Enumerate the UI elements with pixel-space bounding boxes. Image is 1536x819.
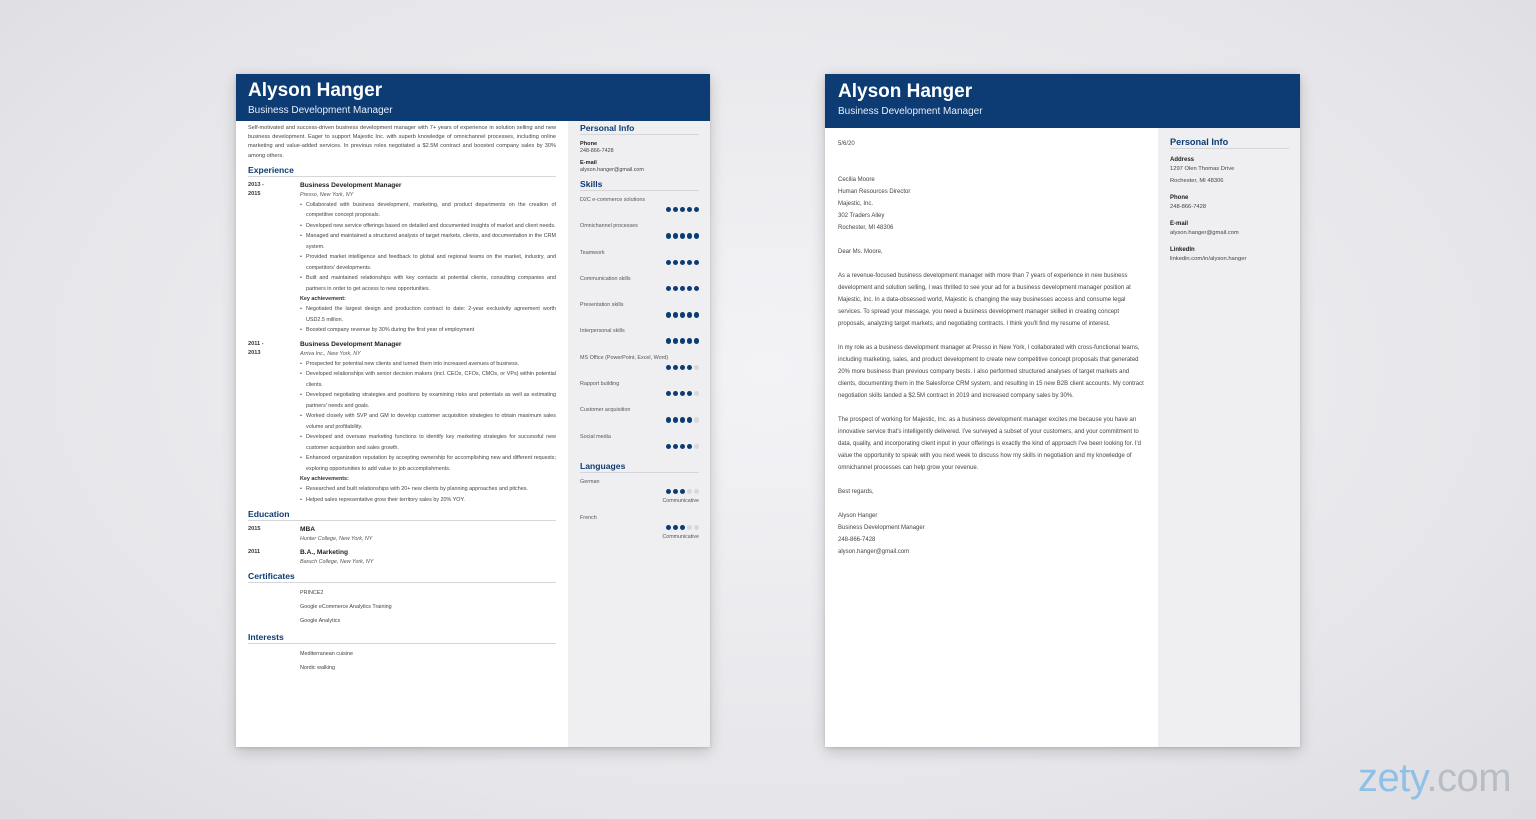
language-item: [580, 512, 699, 548]
rating-dot: [680, 391, 685, 396]
rating-dot: [673, 207, 678, 212]
education-degree: B.A., Marketing: [300, 549, 348, 557]
signature-block: [838, 510, 1146, 558]
education-entry: [248, 548, 556, 567]
rating-dot: [680, 233, 685, 238]
rating-dot: [680, 365, 685, 370]
salutation: Dear Ms. Moore,: [838, 249, 883, 255]
job-bullet: • Provided market intelligence and feedback to global and regional teams on the market, industry, and competitors' developments.: [300, 252, 556, 273]
skill-item: [580, 404, 699, 430]
experience-heading: Experience: [248, 165, 556, 177]
rating-dot: [687, 312, 692, 317]
skill-name: Teamwork: [580, 249, 605, 256]
rating-dot: [694, 338, 699, 343]
rating-dot: [680, 338, 685, 343]
letter-paragraph: In my role as a business development manager at Presso in New York, I collaborated with cross-functional teams, including marketing, sales, and product development to create new competitive concept proposals that generated 20% more business than previous company bests. I also performed structured analyses of target markets and clients, documenting them in the Salesforce CRM system, and resulting in 15 new B2B client accounts. My contract negotiation skills landed a $2.5M contract in 2019 and increased company sales by 30%.: [838, 345, 1144, 399]
job-title: Business Development Manager: [300, 181, 402, 189]
skill-rating: [666, 260, 699, 265]
phone-value: 248-866-7428: [580, 148, 614, 154]
rating-dot: [680, 417, 685, 422]
skill-item: [580, 325, 699, 351]
rating-dot: [687, 525, 692, 530]
skill-rating: [666, 338, 699, 343]
job-bullet: • Developed new service offerings based on detailed and documented insights of market and client needs.: [300, 221, 556, 232]
rating-dot: [673, 312, 678, 317]
education-list: [248, 525, 556, 567]
education-year: 2011: [248, 549, 261, 556]
rating-dot: [694, 365, 699, 370]
rating-dot: [687, 417, 692, 422]
recipient-line: 302 Traders Alley: [838, 213, 885, 219]
skill-item: [580, 299, 699, 325]
language-rating: [666, 525, 699, 530]
language-name: German: [580, 478, 600, 485]
recipient-block: [838, 174, 1146, 234]
recipient-line: Majestic, Inc.: [838, 201, 874, 207]
rating-dot: [673, 391, 678, 396]
skills-list: [580, 194, 699, 457]
job-bullet: • Prospected for potential new clients and turned them into increased avenues of business.: [300, 359, 556, 370]
rating-dot: [680, 525, 685, 530]
job-bullet: • Developed and oversaw marketing functions to identify key marketing strategies for successful new customer acquisition and sales growth.: [300, 432, 556, 453]
rating-dot: [666, 233, 671, 238]
language-level: Communicative: [662, 533, 699, 540]
rating-dot: [687, 365, 692, 370]
education-body: [300, 548, 556, 567]
key-achievement-label: Key achievements:: [300, 476, 349, 483]
job-bullet: • Developed relationships with senior decision makers (incl. CEOs, CFOs, CMOs, or VPs) within potential clients.: [300, 369, 556, 390]
resume-job-title: Business Development Manager: [248, 105, 393, 116]
rating-dot: [666, 365, 671, 370]
education-body: [300, 525, 556, 544]
recipient-line: Human Resources Director: [838, 189, 911, 195]
resume-sidebar: [568, 121, 710, 747]
rating-dot: [673, 365, 678, 370]
skill-item: [580, 194, 699, 220]
rating-dot: [680, 207, 685, 212]
education-heading: Education: [248, 509, 556, 521]
skill-rating: [666, 391, 699, 396]
skill-item: [580, 352, 699, 378]
signature-line: alyson.hanger@gmail.com: [838, 549, 910, 555]
rating-dot: [694, 312, 699, 317]
rating-dot: [673, 338, 678, 343]
skills-heading: Skills: [580, 179, 699, 191]
certificate-item: Google eCommerce Analytics Training: [300, 604, 392, 611]
skill-name: Omnichannel processes: [580, 223, 638, 230]
job-bullet: • Managed and maintained a structured analysis of target markets, clients, and documentation in the CRM system.: [300, 231, 556, 252]
rating-dot: [673, 286, 678, 291]
rating-dot: [666, 489, 671, 494]
job-bullet: • Worked closely with SVP and GM to develop customer acquisition strategies to obtain maximum sales volume and profitability.: [300, 411, 556, 432]
skill-name: Customer acquisition: [580, 407, 631, 414]
address-line-1: 1297 Olen Thomas Drive: [1170, 166, 1235, 172]
rating-dot: [666, 286, 671, 291]
job-bullet: • Enhanced organization reputation by accepting ownership for accomplishing new and different requests; exploring opportunities to add value to job accomplishments.: [300, 453, 556, 474]
rating-dot: [680, 489, 685, 494]
job-company: Presso, New York, NY: [300, 191, 354, 198]
rating-dot: [687, 489, 692, 494]
job-bullet: • Built and maintained relationships with key contacts at potential clients, consulting companies and partners in order to get access to new opportunities.: [300, 273, 556, 294]
language-name: French: [580, 514, 597, 521]
skill-name: Interpersonal skills: [580, 328, 625, 335]
rating-dot: [694, 233, 699, 238]
recipient-line: Cecilia Moore: [838, 177, 875, 183]
skill-name: Social media: [580, 433, 611, 440]
linkedin-label: LinkedIn: [1170, 247, 1195, 253]
rating-dot: [673, 525, 678, 530]
rating-dot: [666, 312, 671, 317]
phone-label: Phone: [580, 141, 598, 147]
address-label: Address: [1170, 157, 1195, 163]
skill-item: [580, 431, 699, 457]
rating-dot: [680, 444, 685, 449]
skill-item: [580, 273, 699, 299]
email-value: alyson.hanger@gmail.com: [580, 167, 644, 173]
logo-tld: .com: [1426, 756, 1512, 800]
skill-item: [580, 247, 699, 273]
job-title: Business Development Manager: [300, 340, 402, 348]
rating-dot: [673, 444, 678, 449]
skill-rating: [666, 233, 699, 238]
letter-date: 5/6/20: [838, 141, 855, 147]
cover-sidebar: [1158, 128, 1300, 747]
rating-dot: [687, 391, 692, 396]
skill-name: Communication skills: [580, 275, 631, 282]
education-school: Baruch College, New York, NY: [300, 559, 374, 566]
interest-item: Mediterranean cuisine: [300, 651, 354, 658]
job-entry: [248, 340, 556, 506]
cover-phone-label: Phone: [1170, 195, 1189, 201]
education-entry: [248, 525, 556, 544]
skill-rating: [666, 207, 699, 212]
email-label: E-mail: [580, 160, 597, 166]
rating-dot: [673, 260, 678, 265]
rating-dot: [666, 338, 671, 343]
signature-line: Alyson Hanger: [838, 513, 878, 519]
rating-dot: [694, 525, 699, 530]
letter-paragraphs: [838, 270, 1146, 474]
rating-dot: [666, 444, 671, 449]
rating-dot: [680, 312, 685, 317]
skill-rating: [666, 444, 699, 449]
rating-dot: [673, 233, 678, 238]
rating-dot: [694, 444, 699, 449]
job-body: [300, 340, 556, 506]
key-achievement-label: Key achievement:: [300, 296, 346, 303]
rating-dot: [666, 207, 671, 212]
certificate-item: Google Analytics: [300, 618, 341, 625]
skill-item: [580, 220, 699, 246]
rating-dot: [673, 417, 678, 422]
cover-email-value: alyson.hanger@gmail.com: [1170, 230, 1239, 236]
interests-heading: Interests: [248, 632, 556, 644]
rating-dot: [687, 286, 692, 291]
interest-item: Nordic walking: [300, 665, 336, 672]
cover-personal-info-heading: Personal Info: [1170, 137, 1289, 149]
job-body: [300, 181, 556, 336]
rating-dot: [694, 417, 699, 422]
job-bullet: • Developed negotiating strategies and positions by examining risks and potentials as well as estimating partners' needs and goals.: [300, 390, 556, 411]
rating-dot: [673, 489, 678, 494]
skill-name: D2C e-commerce solutions: [580, 197, 646, 203]
job-company: Arriva Inc., New York, NY: [300, 350, 361, 357]
education-school: Hunter College, New York, NY: [300, 536, 373, 543]
skill-name: MS Office (PowerPoint, Excel, Word): [580, 354, 669, 361]
skill-rating: [666, 286, 699, 291]
skill-item: [580, 378, 699, 404]
job-dates: 2013 - 2015: [248, 181, 264, 197]
linkedin-value: linkedin.com/in/alyson.hanger: [1170, 256, 1247, 262]
rating-dot: [680, 260, 685, 265]
language-level: Communicative: [662, 497, 699, 504]
closing: Best regards,: [838, 489, 874, 495]
job-bullet: • Collaborated with business development, marketing, and product departments on the creation of competitive concept proposals.: [300, 200, 556, 221]
skill-rating: [666, 417, 699, 422]
education-degree: MBA: [300, 526, 316, 534]
language-rating: [666, 489, 699, 494]
rating-dot: [666, 417, 671, 422]
certificates-list: [248, 586, 556, 628]
resume-summary: Self-motivated and success-driven business development manager with 7+ years of experience in solution selling and new business development. Eager to support Majestic Inc. with superb knowledge of omnichannel processes, including online marketing and value-added services. In previous roles negotiated a $2.5M contract and boosted company sales by 30% among others.: [248, 125, 556, 159]
rating-dot: [666, 260, 671, 265]
cover-job-title: Business Development Manager: [838, 106, 983, 117]
interests-list: [248, 647, 556, 675]
language-item: [580, 476, 699, 512]
rating-dot: [666, 391, 671, 396]
certificates-heading: Certificates: [248, 571, 556, 583]
education-year: 2015: [248, 526, 261, 533]
languages-list: [580, 476, 699, 548]
skill-rating: [666, 312, 699, 317]
achievement-bullet: • Boosted company revenue by 30% during the first year of employment: [300, 325, 556, 336]
rating-dot: [666, 525, 671, 530]
rating-dot: [694, 207, 699, 212]
cover-email-label: E-mail: [1170, 221, 1189, 227]
rating-dot: [687, 207, 692, 212]
skill-name: Presentation skills: [580, 302, 624, 309]
rating-dot: [694, 286, 699, 291]
rating-dot: [687, 233, 692, 238]
letter-paragraph: The prospect of working for Majestic, Inc. as a business development manager excites me because you have an innovative service that's intelligently delivered. I've surveyed a subset of your customers, and your commitment to data, quality, and incorporating client input in your offerings is exactly the kind of approach I've been looking for. I'd value the opportunity to speak with you next week to discuss how my skills in negotiation and my knowledge of omnichannel processes can help grow your revenue.: [838, 417, 1141, 471]
rating-dot: [680, 286, 685, 291]
signature-line: 248-866-7428: [838, 537, 876, 543]
resume-document: [236, 74, 710, 747]
resume-header: [236, 74, 710, 121]
address-line-2: Rochester, MI 48306: [1170, 178, 1224, 184]
rating-dot: [687, 260, 692, 265]
rating-dot: [694, 489, 699, 494]
recipient-line: Rochester, MI 48306: [838, 225, 894, 231]
cover-name: Alyson Hanger: [838, 81, 973, 102]
achievement-bullet: • Negotiated the largest design and production contract to date: 2-year exclusivity agreement worth USD2.5 million.: [300, 304, 556, 325]
resume-name: Alyson Hanger: [248, 80, 383, 101]
rating-dot: [694, 260, 699, 265]
zety-logo: [1358, 756, 1511, 801]
resume-main-column: [236, 121, 568, 675]
achievement-bullet: • Helped sales representative grow their territory sales by 20% YOY.: [300, 495, 556, 506]
letter-paragraph: As a revenue-focused business development manager with more than 7 years of experience in new business development and solution selling, I was thrilled to see your ad for a business development manager position at Majestic, Inc. In a data-obsessed world, Majestic is changing the way businesses access and consume legal services. To spread your message, you need a business development manager skilled in creating concept proposals, analyzing target markets, and negotiating contracts. I think you'll find my resume of interest.: [838, 273, 1131, 327]
cover-phone-value: 248-866-7428: [1170, 204, 1207, 210]
experience-list: [248, 181, 556, 506]
certificate-item: PRINCE2: [300, 590, 324, 597]
job-dates: 2011 - 2013: [248, 340, 264, 356]
personal-info-heading: Personal Info: [580, 123, 699, 135]
cover-letter-body: [825, 128, 1158, 558]
skill-name: Rapport building: [580, 381, 620, 388]
signature-line: Business Development Manager: [838, 525, 925, 531]
logo-brand: zety: [1358, 756, 1427, 800]
achievement-bullet: • Researched and built relationships with 20+ new clients by planning approaches and pitches.: [300, 484, 556, 495]
cover-letter-document: [825, 74, 1300, 747]
rating-dot: [694, 391, 699, 396]
languages-heading: Languages: [580, 461, 699, 473]
skill-rating: [666, 365, 699, 370]
rating-dot: [687, 338, 692, 343]
rating-dot: [687, 444, 692, 449]
cover-header: [825, 74, 1300, 128]
job-entry: [248, 181, 556, 336]
